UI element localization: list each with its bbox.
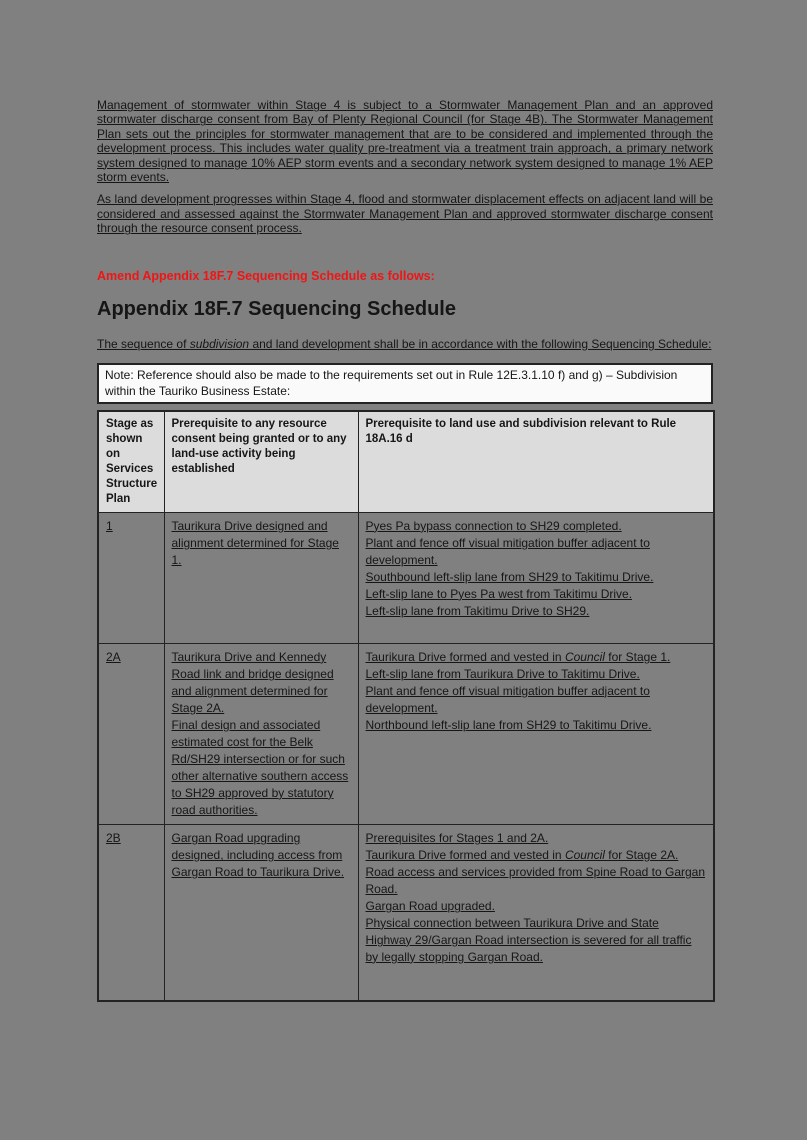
stormwater-paragraph-2: As land development progresses within Stage 4, flood and stormwater displacement effects on adjacent land will be considered and assessed against the Stormwater Management Plan and approved stormwater discharge consent through the resource consent process. (97, 192, 713, 236)
sequence-paragraph: The sequence of subdivision and land development shall be in accordance with the following Sequencing Schedule: (97, 336, 712, 351)
row-2a-stage-cell: 2A (98, 644, 164, 825)
row-2a-consent-cell: Taurikura Drive and Kennedy Road link and bridge designed and alignment determined for Stage 2A. Final design and associated estimated cost for the Belk Rd/SH29 intersection or for such other alternative southern access to SH29 approved by statutory road authorities. (164, 644, 358, 825)
page-content (97, 98, 713, 1002)
note-box (97, 363, 713, 404)
header-landuse-prerequisite: Prerequisite to land use and subdivision relevant to Rule 18A.16 d (358, 411, 714, 513)
row-2a-landuse-cell: Taurikura Drive formed and vested in Council for Stage 1. Left-slip lane from Taurikura Drive to Takitimu Drive. Plant and fence off visual mitigation buffer adjacent to development. Northbound left-slip lane from SH29 to Takitimu Drive. (358, 644, 714, 825)
sequencing-schedule-table (97, 410, 715, 1002)
row-2b-stage-cell: 2B (98, 825, 164, 1001)
row-1-landuse-cell: Pyes Pa bypass connection to SH29 completed. Plant and fence off visual mitigation buffer adjacent to development. Southbound left-slip lane from SH29 to Takitimu Drive. Left-slip lane to Pyes Pa west from Takitimu Drive. Left-slip lane from Takitimu Drive to SH29. (358, 513, 714, 644)
table-row-stage-2a (98, 644, 714, 825)
row-2b-landuse-cell: Prerequisites for Stages 1 and 2A. Taurikura Drive formed and vested in Council for Stage 2A. Road access and services provided from Spine Road to Gargan Road. Gargan Road upgraded. Physical connection between Taurikura Drive and State Highway 29/Gargan Road intersection is severed for all traffic by legally stopping Gargan Road. (358, 825, 714, 1001)
table-row-stage-1 (98, 513, 714, 644)
amend-instruction: Amend Appendix 18F.7 Sequencing Schedule as follows: (97, 268, 435, 283)
appendix-heading: Appendix 18F.7 Sequencing Schedule (97, 297, 456, 320)
table-row-stage-2b (98, 825, 714, 1001)
stormwater-paragraph-1: Management of stormwater within Stage 4 is subject to a Stormwater Management Plan and an approved stormwater discharge consent from Bay of Plenty Regional Council (for Stage 4B). The Stormwater Management Plan sets out the principles for stormwater management that are to be considered and implemented through the development process. This includes water quality pre-treatment via a treatment train approach, a primary network system designed to manage 10% AEP storm events and a secondary network system designed to manage 1% AEP storm events. (97, 98, 713, 185)
table-header-row (98, 411, 714, 513)
row-1-consent-cell: Taurikura Drive designed and alignment determined for Stage 1. (164, 513, 358, 644)
header-stage: Stage as shown on Services Structure Plan (98, 411, 164, 513)
row-2b-consent-cell: Gargan Road upgrading designed, including access from Gargan Road to Taurikura Drive. (164, 825, 358, 1001)
row-1-stage-cell: 1 (98, 513, 164, 644)
header-consent-prerequisite: Prerequisite to any resource consent being granted or to any land-use activity being established (164, 411, 358, 513)
note-text: Note: Reference should also be made to the requirements set out in Rule 12E.3.1.10 f) and g) – Subdivision within the Tauriko Business Estate: (105, 368, 678, 398)
